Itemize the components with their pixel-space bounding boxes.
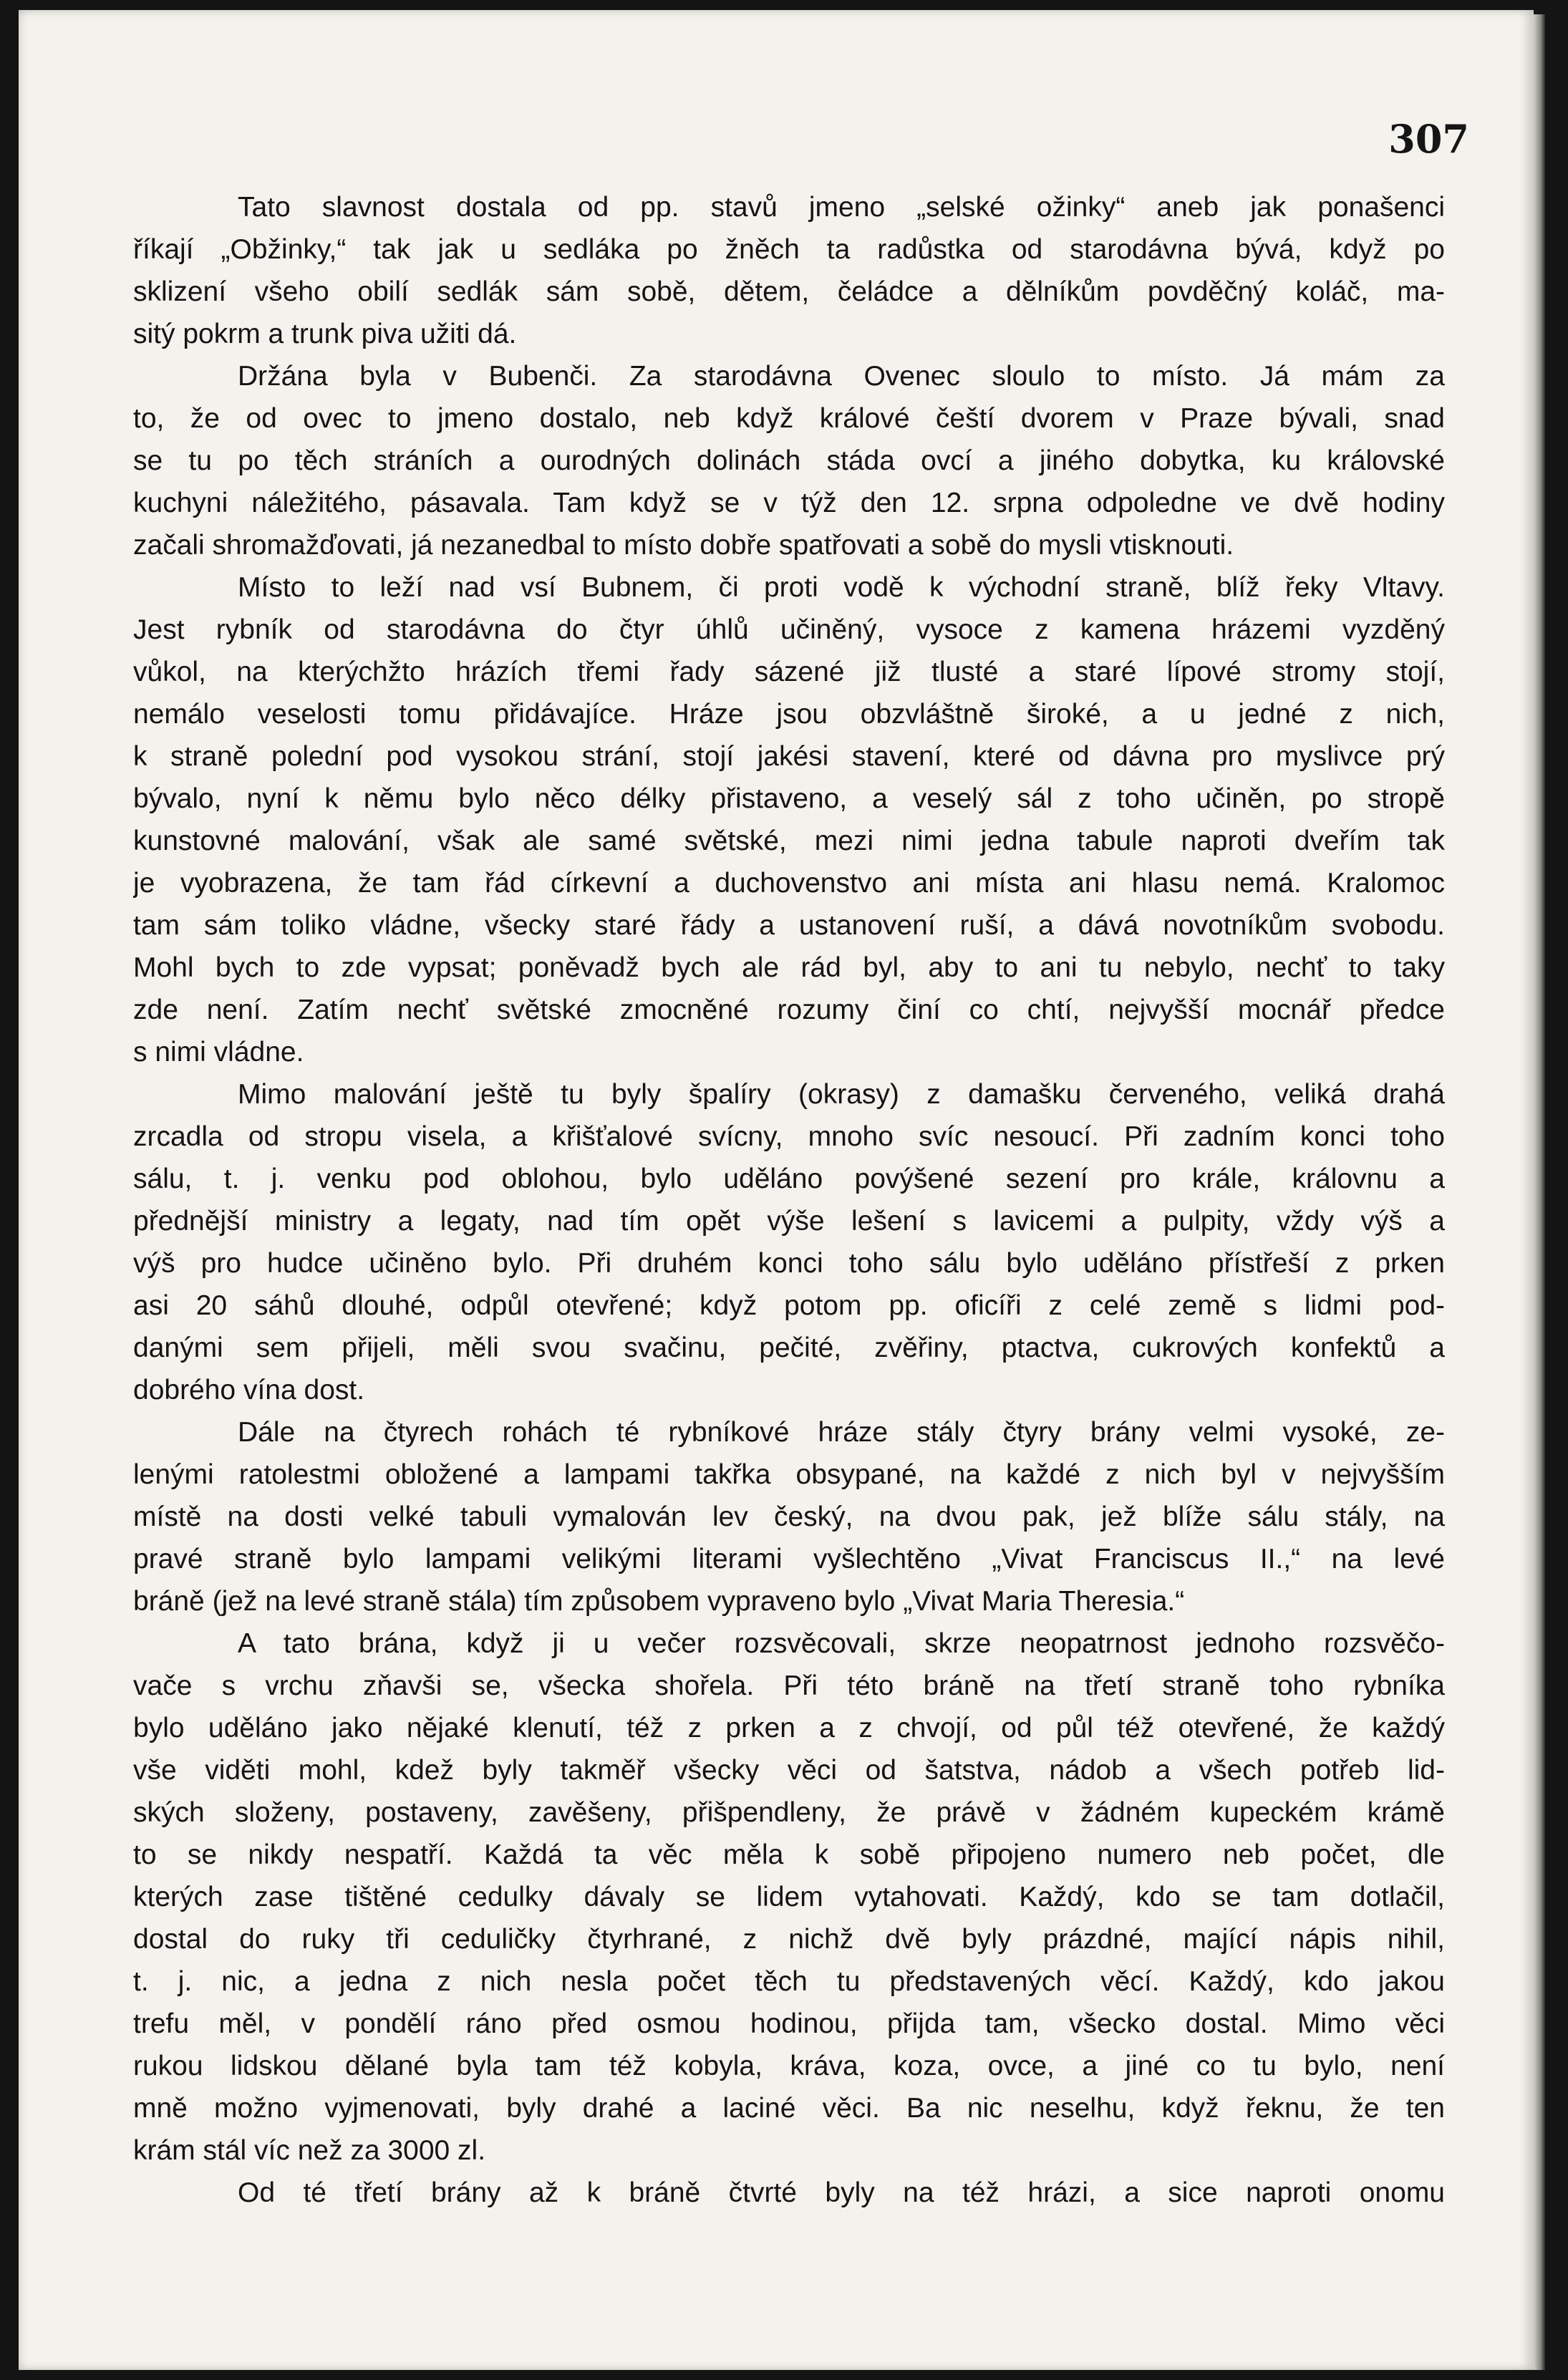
text-line: Držána byla v Bubenči. Za starodávna Ovenec sloulo to místo. Já mám za [238, 361, 1445, 392]
page-number: 307 [1388, 116, 1469, 162]
text-line: dobrého vína dost. [133, 1375, 365, 1406]
text-line: místě na dosti velké tabuli vymalován lev český, na dvou pak, jež blíže sálu stály, na [133, 1501, 1445, 1532]
text-line: zde není. Zatím nechť světské zmocněné rozumy činí co chtí, nejvyšší mocnář předce [133, 995, 1445, 1025]
text-line: pravé straně bylo lampami velikými literami vyšlechtěno „Vivat Franciscus II.,“ na levé [133, 1544, 1445, 1574]
text-line: Od té třetí brány až k bráně čtvrté byly na též hrázi, a sice naproti onomu [238, 2177, 1445, 2208]
text-line: lenými ratolestmi obložené a lampami takřka obsypané, na každé z nich byl v nejvyšším [133, 1459, 1445, 1490]
text-line: Dále na čtyrech rohách té rybníkové hráze stály čtyry brány velmi vysoké, ze- [238, 1417, 1445, 1448]
text-line: bývalo, nyní k němu bylo něco délky přistaveno, a veselý sál z toho učiněn, po stropě [133, 783, 1445, 814]
text-line: zrcadla od stropu visela, a křišťalové svícny, mnoho svíc nesoucí. Při zadním konci toho [133, 1121, 1445, 1152]
text-line: Mohl bych to zde vypsat; poněvadž bych ale rád byl, aby to ani tu nebylo, nechť to taky [133, 952, 1445, 983]
text-line: vše viděti mohl, kdež byly takměř všecky věci od šatstva, nádob a všech potřeb lid- [133, 1755, 1445, 1786]
text-line: kuchyni náležitého, pásavala. Tam když se v týž den 12. srpna odpoledne ve dvě hodiny [133, 488, 1445, 518]
text-line: Místo to leží nad vsí Bubnem, či proti vodě k východní straně, blíž řeky Vltavy. [238, 572, 1445, 603]
text-line: vůkol, na kterýchžto hrázích třemi řady sázené již tlusté a staré lípové stromy stojí, [133, 657, 1445, 687]
text-line: rukou lidskou dělané byla tam též kobyla, kráva, koza, ovce, a jiné co tu bylo, není [133, 2051, 1445, 2081]
text-line: přednější ministry a legaty, nad tím opět výše lešení s lavicemi a pulpity, vždy výš a [133, 1206, 1445, 1237]
text-line: ských složeny, postaveny, zavěšeny, přišpendleny, že právě v žádném kupeckém krámě [133, 1797, 1445, 1828]
text-line: to se nikdy nespatří. Každá ta věc měla k sobě připojeno numero neb počet, dle [133, 1839, 1445, 1870]
text-line: asi 20 sáhů dlouhé, odpůl otevřené; když potom pp. oficíři z celé země s lidmi pod- [133, 1290, 1445, 1321]
text-line: dostal do ruky tři ceduličky čtyrhrané, z nichž dvě byly prázdné, mající nápis nihil, [133, 1924, 1445, 1955]
text-line: trefu měl, v pondělí ráno před osmou hodinou, přijda tam, všecko dostal. Mimo věci [133, 2008, 1445, 2039]
text-line: s nimi vládne. [133, 1037, 304, 1068]
text-line: se tu po těch stráních a ourodných dolinách stáda ovcí a jiného dobytka, ku královské [133, 445, 1445, 476]
text-line: to, že od ovec to jmeno dostalo, neb když králové čeští dvorem v Praze bývali, snad [133, 403, 1445, 434]
text-line: Tato slavnost dostala od pp. stavů jmeno „selské ožinky“ aneb jak ponašenci [238, 192, 1445, 223]
text-line: výš pro hudce učiněno bylo. Při druhém konci toho sálu bylo uděláno přístřeší z prken [133, 1248, 1445, 1279]
text-line: bylo uděláno jako nějaké klenutí, též z prken a z chvojí, od půl též otevřené, že každý [133, 1713, 1445, 1743]
text-line: sklizení všeho obilí sedlák sám sobě, dětem, čeládce a dělníkům povděčný koláč, ma- [133, 276, 1445, 307]
text-line: A tato brána, když ji u večer rozsvěcovali, skrze neopatrnost jednoho rozsvěčo- [238, 1628, 1445, 1659]
text-line: Mimo malování ještě tu byly špalíry (okrasy) z damašku červeného, veliká drahá [238, 1079, 1445, 1110]
document-page [19, 10, 1534, 2370]
text-line: Jest rybník od starodávna do čtyr úhlů učiněný, vysoce z kamena hrázemi vyzděný [133, 614, 1445, 645]
binding-edge [1534, 14, 1545, 2370]
text-line: tam sám toliko vládne, všecky staré řády a ustanovení ruší, a dává novotníkům svobodu. [133, 910, 1445, 941]
text-line: je vyobrazena, že tam řád církevní a duchovenstvo ani místa ani hlasu nemá. Kralomoc [133, 868, 1445, 899]
text-line: začali shromažďovati, já nezanedbal to místo dobře spatřovati a sobě do mysli vtisknouti. [133, 530, 1234, 561]
text-line: mně možno vyjmenovati, byly drahé a laciné věci. Ba nic neselhu, když řeknu, že ten [133, 2093, 1445, 2124]
text-line: nemálo veselosti tomu přidávajíce. Hráze jsou obzvláštně široké, a u jedné z nich, [133, 699, 1445, 730]
body-text [133, 186, 1445, 2214]
text-line: kunstovné malování, však ale samé světské, mezi nimi jedna tabule naproti dveřím tak [133, 826, 1445, 856]
text-line: vače s vrchu zňavši se, všecka shořela. Při této bráně na třetí straně toho rybníka [133, 1670, 1445, 1701]
text-line: bráně (jež na levé straně stála) tím způsobem vypraveno bylo „Vivat Maria Theresia.“ [133, 1586, 1185, 1617]
text-line: říkají „Obžinky,“ tak jak u sedláka po žněch ta radůstka od starodávna bývá, když po [133, 234, 1445, 265]
text-line: sálu, t. j. venku pod oblohou, bylo uděláno povýšené sezení pro krále, královnu a [133, 1164, 1445, 1194]
text-line: krám stál víc než za 3000 zl. [133, 2135, 486, 2166]
text-line: k straně polední pod vysokou strání, stojí jakési stavení, které od dávna pro myslivce prý [133, 741, 1445, 772]
text-line: danými sem přijeli, měli svou svačinu, pečité, zvěřiny, ptactva, cukrových konfektů a [133, 1332, 1445, 1363]
text-line: t. j. nic, a jedna z nich nesla počet těch tu představených věcí. Každý, kdo jakou [133, 1966, 1445, 1997]
text-line: kterých zase tištěné cedulky dávaly se lidem vytahovati. Každý, kdo se tam dotlačil, [133, 1882, 1445, 1912]
text-line: sitý pokrm a trunk piva užiti dá. [133, 319, 517, 349]
